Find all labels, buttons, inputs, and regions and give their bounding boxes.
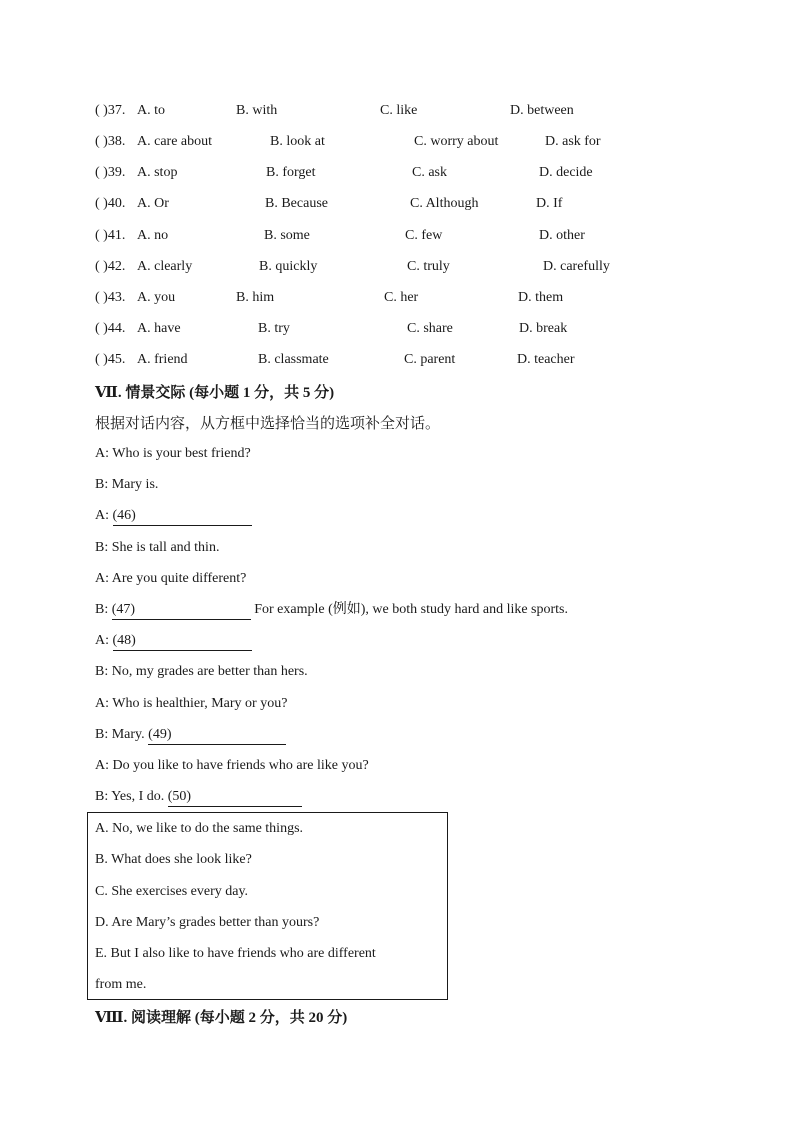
answer-blank-49[interactable]: (49) [148, 726, 286, 745]
speaker-prefix: B: [95, 602, 112, 617]
question-number: ( )45. [95, 352, 126, 367]
option-d: D. ask for [545, 134, 601, 149]
speaker-prefix: A: [95, 633, 113, 648]
option-c: C. worry about [414, 134, 499, 149]
option-b: B. quickly [259, 259, 318, 274]
option-a: A. clearly [137, 259, 193, 274]
answer-blank-46[interactable]: (46) [113, 507, 252, 526]
section-7-instruction: 根据对话内容，从方框中选择恰当的选项补全对话。 [95, 416, 441, 432]
box-option-a: A. No, we like to do the same things. [95, 821, 304, 836]
box-option-e-continued: from me. [95, 977, 147, 992]
option-d: D. carefully [543, 259, 610, 274]
dialogue-line: A: Who is healthier, Mary or you? [95, 696, 288, 711]
question-row-45 [95, 350, 735, 370]
speaker-prefix: A: [95, 508, 113, 523]
option-c: C. parent [404, 352, 456, 367]
option-d: D. decide [539, 165, 593, 180]
option-a: A. stop [137, 165, 178, 180]
dialogue-line-49 [95, 725, 286, 745]
option-a: A. to [137, 103, 165, 118]
option-a: A. you [137, 290, 176, 305]
speaker-prefix: B: Mary. [95, 727, 149, 742]
question-number: ( )40. [95, 196, 126, 211]
question-number: ( )44. [95, 321, 126, 336]
answer-blank-48[interactable]: (48) [113, 632, 252, 651]
option-b: B. classmate [258, 352, 329, 367]
section-8-title: Ⅷ. 阅读理解 (每小题 2 分，共 20 分) [95, 1010, 348, 1026]
option-c: C. like [380, 103, 418, 118]
answer-blank-47[interactable]: (47) [112, 601, 251, 620]
option-d: D. break [519, 321, 568, 336]
question-row-38 [95, 132, 735, 152]
options-box [87, 812, 448, 1000]
speaker-prefix: B: Yes, I do. [95, 789, 168, 804]
option-c: C. Although [410, 196, 479, 211]
question-number: ( )38. [95, 134, 126, 149]
question-number: ( )39. [95, 165, 126, 180]
question-number: ( )41. [95, 228, 126, 243]
box-option-b: B. What does she look like? [95, 852, 252, 867]
option-c: C. share [407, 321, 453, 336]
dialogue-line: A: Who is your best friend? [95, 446, 251, 461]
dialogue-line: B: No, my grades are better than hers. [95, 664, 308, 679]
option-c: C. her [384, 290, 419, 305]
option-a: A. no [137, 228, 169, 243]
option-d: D. them [518, 290, 564, 305]
question-row-44 [95, 319, 735, 339]
dialogue-line: B: She is tall and thin. [95, 540, 220, 555]
option-c: C. truly [407, 259, 450, 274]
dialogue-line-50 [95, 787, 302, 807]
option-b: B. Because [265, 196, 328, 211]
question-row-37 [95, 101, 735, 121]
question-row-39 [95, 163, 735, 183]
option-c: C. ask [412, 165, 447, 180]
dialogue-line-48 [95, 631, 252, 651]
option-a: A. friend [137, 352, 188, 367]
question-row-40 [95, 194, 735, 214]
question-number: ( )37. [95, 103, 126, 118]
option-a: A. have [137, 321, 181, 336]
box-option-d: D. Are Mary’s grades better than yours? [95, 915, 320, 930]
dialogue-line: B: Mary is. [95, 477, 159, 492]
answer-blank-50[interactable]: (50) [168, 788, 302, 807]
option-d: D. If [536, 196, 563, 211]
dialogue-continuation: For example (例如), we both study hard and like sports. [250, 602, 569, 617]
option-b: B. him [236, 290, 275, 305]
dialogue-line: A: Are you quite different? [95, 571, 247, 586]
box-option-e: E. But I also like to have friends who are different [95, 946, 376, 961]
dialogue-line-46 [95, 506, 252, 526]
option-a: A. Or [137, 196, 169, 211]
dialogue-line: A: Do you like to have friends who are like you? [95, 758, 369, 773]
option-c: C. few [405, 228, 443, 243]
question-row-41 [95, 226, 735, 246]
section-7-title: Ⅶ. 情景交际 (每小题 1 分，共 5 分) [95, 385, 335, 401]
dialogue-line-47 [95, 600, 568, 620]
option-b: B. try [258, 321, 290, 336]
question-number: ( )43. [95, 290, 126, 305]
option-b: B. with [236, 103, 278, 118]
option-d: D. other [539, 228, 585, 243]
option-b: B. some [264, 228, 310, 243]
option-d: D. teacher [517, 352, 575, 367]
option-b: B. forget [266, 165, 316, 180]
option-b: B. look at [270, 134, 325, 149]
question-number: ( )42. [95, 259, 126, 274]
box-option-c: C. She exercises every day. [95, 884, 249, 899]
question-row-42 [95, 257, 735, 277]
question-row-43 [95, 288, 735, 308]
option-d: D. between [510, 103, 574, 118]
option-a: A. care about [137, 134, 213, 149]
